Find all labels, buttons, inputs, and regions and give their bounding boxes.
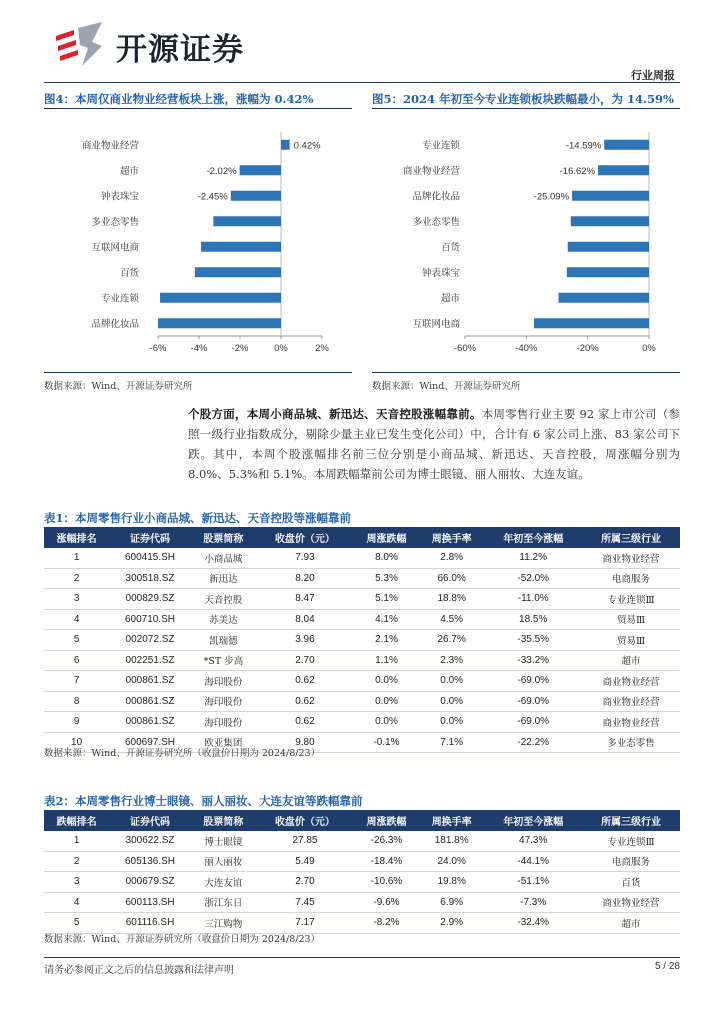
bar	[201, 242, 281, 252]
x-tick-label: -4%	[190, 343, 208, 354]
table-cell: 超市	[582, 913, 680, 934]
category-label: 专业连锁	[100, 293, 139, 305]
bar	[213, 216, 281, 226]
data-label: -2.45%	[197, 191, 228, 203]
table-cell: -18.4%	[354, 851, 419, 872]
table-cell: -0.1%	[354, 732, 419, 753]
table-cell: 百货	[582, 872, 680, 893]
table-row	[44, 671, 680, 692]
data-label: -16.62%	[559, 165, 596, 177]
bar	[598, 165, 649, 175]
table-row	[44, 568, 680, 589]
table-cell: 300518.SZ	[109, 568, 191, 589]
category-label: 多业态零售	[91, 216, 139, 228]
table-cell: 601116.SH	[109, 913, 191, 934]
table-row	[44, 609, 680, 630]
column-header: 周换手率	[419, 527, 484, 548]
table-cell: 0.0%	[419, 691, 484, 712]
report-type-label: 行业周报	[631, 69, 675, 82]
table-cell: 002251.SZ	[109, 650, 191, 671]
table-cell: -8.2%	[354, 913, 419, 934]
table-cell: 47.3%	[484, 831, 582, 851]
bar	[568, 242, 649, 252]
table-cell: 5.49	[256, 851, 354, 872]
figure4-source-rule	[44, 372, 352, 373]
table-cell: 0.0%	[419, 712, 484, 733]
bar	[195, 267, 281, 277]
table-cell: -32.4%	[484, 913, 582, 934]
table-cell: 2.1%	[354, 630, 419, 651]
table-cell: 2	[44, 568, 109, 589]
table-row	[44, 913, 680, 934]
bar	[158, 318, 281, 328]
table-cell: 3	[44, 589, 109, 610]
table-cell: 商业物业经营	[582, 548, 680, 568]
table-cell: 电商服务	[582, 851, 680, 872]
table-cell: 19.8%	[419, 872, 484, 893]
table-cell: 600113.SH	[109, 892, 191, 913]
table-cell: 2.3%	[419, 650, 484, 671]
table-cell: 002072.SZ	[109, 630, 191, 651]
x-tick-label: 2%	[315, 343, 329, 354]
table-cell: 600710.SH	[109, 609, 191, 630]
table-cell: 商业物业经营	[582, 712, 680, 733]
x-tick-label: -6%	[149, 343, 167, 354]
table-cell: 贸易Ⅲ	[582, 630, 680, 651]
table-cell: 0.0%	[354, 671, 419, 692]
table-cell: 18.8%	[419, 589, 484, 610]
table-cell: 6	[44, 650, 109, 671]
table-cell: 专业连锁Ⅲ	[582, 831, 680, 851]
table-cell: -11.0%	[484, 589, 582, 610]
table-cell: 7.1%	[419, 732, 484, 753]
table-cell: 多业态零售	[582, 732, 680, 753]
bar	[567, 267, 649, 277]
category-label: 互联网电商	[91, 242, 139, 254]
figure4-source: 数据来源：Wind、开源证券研究所	[44, 381, 193, 392]
figure5-source: 数据来源：Wind、开源证券研究所	[372, 381, 521, 392]
figure4-title: 图4：本周仅商业物业经营板块上涨，涨幅为 0.42%	[44, 92, 314, 106]
table-cell: 000861.SZ	[109, 712, 191, 733]
category-label: 商业物业经营	[402, 165, 460, 177]
table-cell: 26.7%	[419, 630, 484, 651]
table-cell: 1	[44, 831, 109, 851]
category-label: 品牌化妆品	[412, 191, 460, 203]
table-cell: 大连友谊	[191, 872, 256, 893]
table-cell: -10.6%	[354, 872, 419, 893]
table-cell: -51.1%	[484, 872, 582, 893]
table-cell: 2.70	[256, 650, 354, 671]
data-label: -14.59%	[565, 140, 602, 152]
table-cell: 2.8%	[419, 548, 484, 568]
table-cell: 三江购物	[191, 913, 256, 934]
table-row	[44, 831, 680, 851]
table-cell: 8.04	[256, 609, 354, 630]
footer-divider	[44, 957, 680, 958]
bar	[572, 191, 649, 201]
figure5-title: 图5：2024 年初至今专业连锁板块跌幅最小，为 14.59%	[372, 92, 674, 106]
table2-title: 表2：本周零售行业博士眼镜、丽人丽妆、大连友谊等跌幅靠前	[44, 794, 363, 808]
table-cell: 丽人丽妆	[191, 851, 256, 872]
table-cell: 4	[44, 609, 109, 630]
category-label: 品牌化妆品	[91, 318, 139, 330]
table-cell: 181.8%	[419, 831, 484, 851]
table-cell: 0.0%	[354, 691, 419, 712]
table-cell: -7.3%	[484, 892, 582, 913]
bar	[534, 318, 649, 328]
table-cell: 24.0%	[419, 851, 484, 872]
table-cell: 7	[44, 671, 109, 692]
disclaimer-text: 请务必参阅正文之后的信息披露和法律声明	[44, 965, 234, 976]
table1-header-row	[44, 527, 680, 548]
column-header: 股票简称	[191, 810, 256, 831]
table-cell: 1.1%	[354, 650, 419, 671]
bar	[571, 216, 649, 226]
category-label: 百货	[119, 267, 139, 279]
table-cell: 10	[44, 732, 109, 753]
x-tick-label: -2%	[231, 343, 249, 354]
table-cell: 0.0%	[354, 712, 419, 733]
table-cell: 600415.SH	[109, 548, 191, 568]
table-cell: 商业物业经营	[582, 691, 680, 712]
paragraph-body: 本周零售行业主要 92 家上市公司（参照一级行业指数成分，剔除少量主业已发生变化公司）中，合计有 6 家公司上涨、83 家公司下跌。其中，本周个股涨幅排名前三位分别是小商品城、新迅达、天音控股，周涨幅分别为 8.0%、5.3%和 5.1%。本周跌幅靠前公司为博士眼镜、丽人丽妆、大连友谊。	[188, 407, 680, 481]
column-header: 年初至今涨幅	[484, 810, 582, 831]
table-cell: 欧亚集团	[191, 732, 256, 753]
table-cell: -22.2%	[484, 732, 582, 753]
table-cell: 商业物业经营	[582, 671, 680, 692]
table-cell: 11.2%	[484, 548, 582, 568]
column-header: 所属三级行业	[582, 810, 680, 831]
table-cell: 0.62	[256, 712, 354, 733]
table-cell: *ST 步高	[191, 650, 256, 671]
table-cell: 2.70	[256, 872, 354, 893]
x-tick-label: 0%	[274, 343, 288, 354]
table-cell: 8.20	[256, 568, 354, 589]
x-tick-label: -20%	[576, 343, 599, 354]
category-label: 钟表珠宝	[100, 191, 139, 203]
table-cell: 5	[44, 630, 109, 651]
brand-logo	[52, 22, 282, 68]
column-header: 证券代码	[109, 527, 191, 548]
table-cell: 1	[44, 548, 109, 568]
bar	[604, 140, 649, 150]
data-label: -25.09%	[533, 191, 570, 203]
table-cell: 66.0%	[419, 568, 484, 589]
table-cell: 凯瑞德	[191, 630, 256, 651]
column-header: 周涨跌幅	[354, 527, 419, 548]
table-cell: 3	[44, 872, 109, 893]
table-row	[44, 589, 680, 610]
figure4-rule	[44, 108, 352, 109]
table-cell: 苏美达	[191, 609, 256, 630]
table-cell: -35.5%	[484, 630, 582, 651]
column-header: 年初至今涨幅	[484, 527, 582, 548]
brand-mark-icon	[52, 22, 112, 68]
column-header: 所属三级行业	[582, 527, 680, 548]
table-row	[44, 650, 680, 671]
top-losers-table	[44, 810, 680, 934]
figure4-chart	[44, 112, 354, 360]
table-cell: 7.93	[256, 548, 354, 568]
table-cell: 博士眼镜	[191, 831, 256, 851]
table-cell: 300622.SZ	[109, 831, 191, 851]
category-label: 商业物业经营	[81, 140, 139, 152]
table-cell: 8.0%	[354, 548, 419, 568]
table-cell: -44.1%	[484, 851, 582, 872]
table-cell: 海印股份	[191, 671, 256, 692]
page-number: 5 / 28	[654, 961, 680, 972]
category-label: 互联网电商	[412, 318, 460, 330]
table-cell: 海印股份	[191, 712, 256, 733]
table-row	[44, 630, 680, 651]
table-row	[44, 712, 680, 733]
top-gainers-table	[44, 527, 680, 753]
table-cell: 超市	[582, 650, 680, 671]
column-header: 跌幅排名	[44, 810, 109, 831]
bar	[281, 140, 290, 150]
table-cell: -69.0%	[484, 671, 582, 692]
table-cell: 4.5%	[419, 609, 484, 630]
column-header: 涨幅排名	[44, 527, 109, 548]
category-label: 超市	[119, 165, 139, 177]
table-cell: 8	[44, 691, 109, 712]
table-cell: 6.9%	[419, 892, 484, 913]
table-cell: 3.96	[256, 630, 354, 651]
table-cell: 9	[44, 712, 109, 733]
column-header: 周涨跌幅	[354, 810, 419, 831]
column-header: 周换手率	[419, 810, 484, 831]
table-row	[44, 548, 680, 568]
figure5-rule	[372, 108, 680, 109]
x-tick-label: 0%	[642, 343, 656, 354]
data-label: 0.42%	[293, 140, 321, 152]
table2-source: 数据来源：Wind、开源证券研究所（收盘价日期为 2024/8/23）	[44, 934, 321, 945]
x-tick-label: -40%	[515, 343, 538, 354]
category-label: 百货	[440, 242, 460, 254]
table-cell: 2.9%	[419, 913, 484, 934]
table-cell: 000861.SZ	[109, 691, 191, 712]
table-cell: 000829.SZ	[109, 589, 191, 610]
table-cell: 4.1%	[354, 609, 419, 630]
table-cell: 18.5%	[484, 609, 582, 630]
table1-source: 数据来源：Wind、开源证券研究所（收盘价日期为 2024/8/23）	[44, 748, 321, 759]
bar	[231, 191, 281, 201]
table-cell: 7.45	[256, 892, 354, 913]
paragraph-lead: 个股方面，本周小商品城、新迅达、天音控股涨幅靠前。	[188, 407, 482, 421]
table-cell: -26.3%	[354, 831, 419, 851]
column-header: 股票简称	[191, 527, 256, 548]
table-cell: 27.85	[256, 831, 354, 851]
table-cell: 605136.SH	[109, 851, 191, 872]
header-divider	[44, 82, 680, 83]
table-cell: -52.0%	[484, 568, 582, 589]
table1-title: 表1：本周零售行业小商品城、新迅达、天音控股等涨幅靠前	[44, 511, 351, 525]
table-row	[44, 851, 680, 872]
category-label: 多业态零售	[412, 216, 460, 228]
table-row	[44, 872, 680, 893]
table-cell: 2	[44, 851, 109, 872]
table-cell: 海印股份	[191, 691, 256, 712]
bar	[160, 293, 281, 303]
table-cell: 专业连锁Ⅲ	[582, 589, 680, 610]
table-cell: -69.0%	[484, 691, 582, 712]
table-cell: 600697.SH	[109, 732, 191, 753]
column-header: 收盘价（元）	[256, 527, 354, 548]
table-cell: 8.47	[256, 589, 354, 610]
category-label: 超市	[440, 293, 460, 305]
table-cell: 0.0%	[419, 671, 484, 692]
table-cell: 000861.SZ	[109, 671, 191, 692]
table-cell: 天音控股	[191, 589, 256, 610]
stock-summary-paragraph	[188, 404, 680, 484]
category-label: 专业连锁	[421, 140, 460, 152]
table-row	[44, 691, 680, 712]
table-cell: 000679.SZ	[109, 872, 191, 893]
table-cell: 0.62	[256, 691, 354, 712]
table-cell: 5	[44, 913, 109, 934]
table-cell: 新迅达	[191, 568, 256, 589]
table-row	[44, 892, 680, 913]
data-label: -2.02%	[206, 165, 237, 177]
table-cell: 小商品城	[191, 548, 256, 568]
category-label: 钟表珠宝	[421, 267, 460, 279]
figure5-chart	[372, 112, 682, 360]
table-cell: 5.1%	[354, 589, 419, 610]
table-cell: -33.2%	[484, 650, 582, 671]
table-cell: 电商服务	[582, 568, 680, 589]
figure5-source-rule	[372, 372, 680, 373]
table-cell: 5.3%	[354, 568, 419, 589]
x-tick-label: -60%	[453, 343, 477, 354]
table-cell: 贸易Ⅲ	[582, 609, 680, 630]
table-cell: 9.80	[256, 732, 354, 753]
table-cell: 7.17	[256, 913, 354, 934]
column-header: 收盘价（元）	[256, 810, 354, 831]
bar	[240, 165, 281, 175]
table-cell: 商业物业经营	[582, 892, 680, 913]
column-header: 证券代码	[109, 810, 191, 831]
table-cell: 0.62	[256, 671, 354, 692]
table-cell: -9.6%	[354, 892, 419, 913]
table-cell: 4	[44, 892, 109, 913]
table-cell: 浙江东日	[191, 892, 256, 913]
table2-header-row	[44, 810, 680, 831]
brand-name: 开源证券	[116, 32, 244, 68]
bar	[559, 293, 649, 303]
table-cell: -69.0%	[484, 712, 582, 733]
